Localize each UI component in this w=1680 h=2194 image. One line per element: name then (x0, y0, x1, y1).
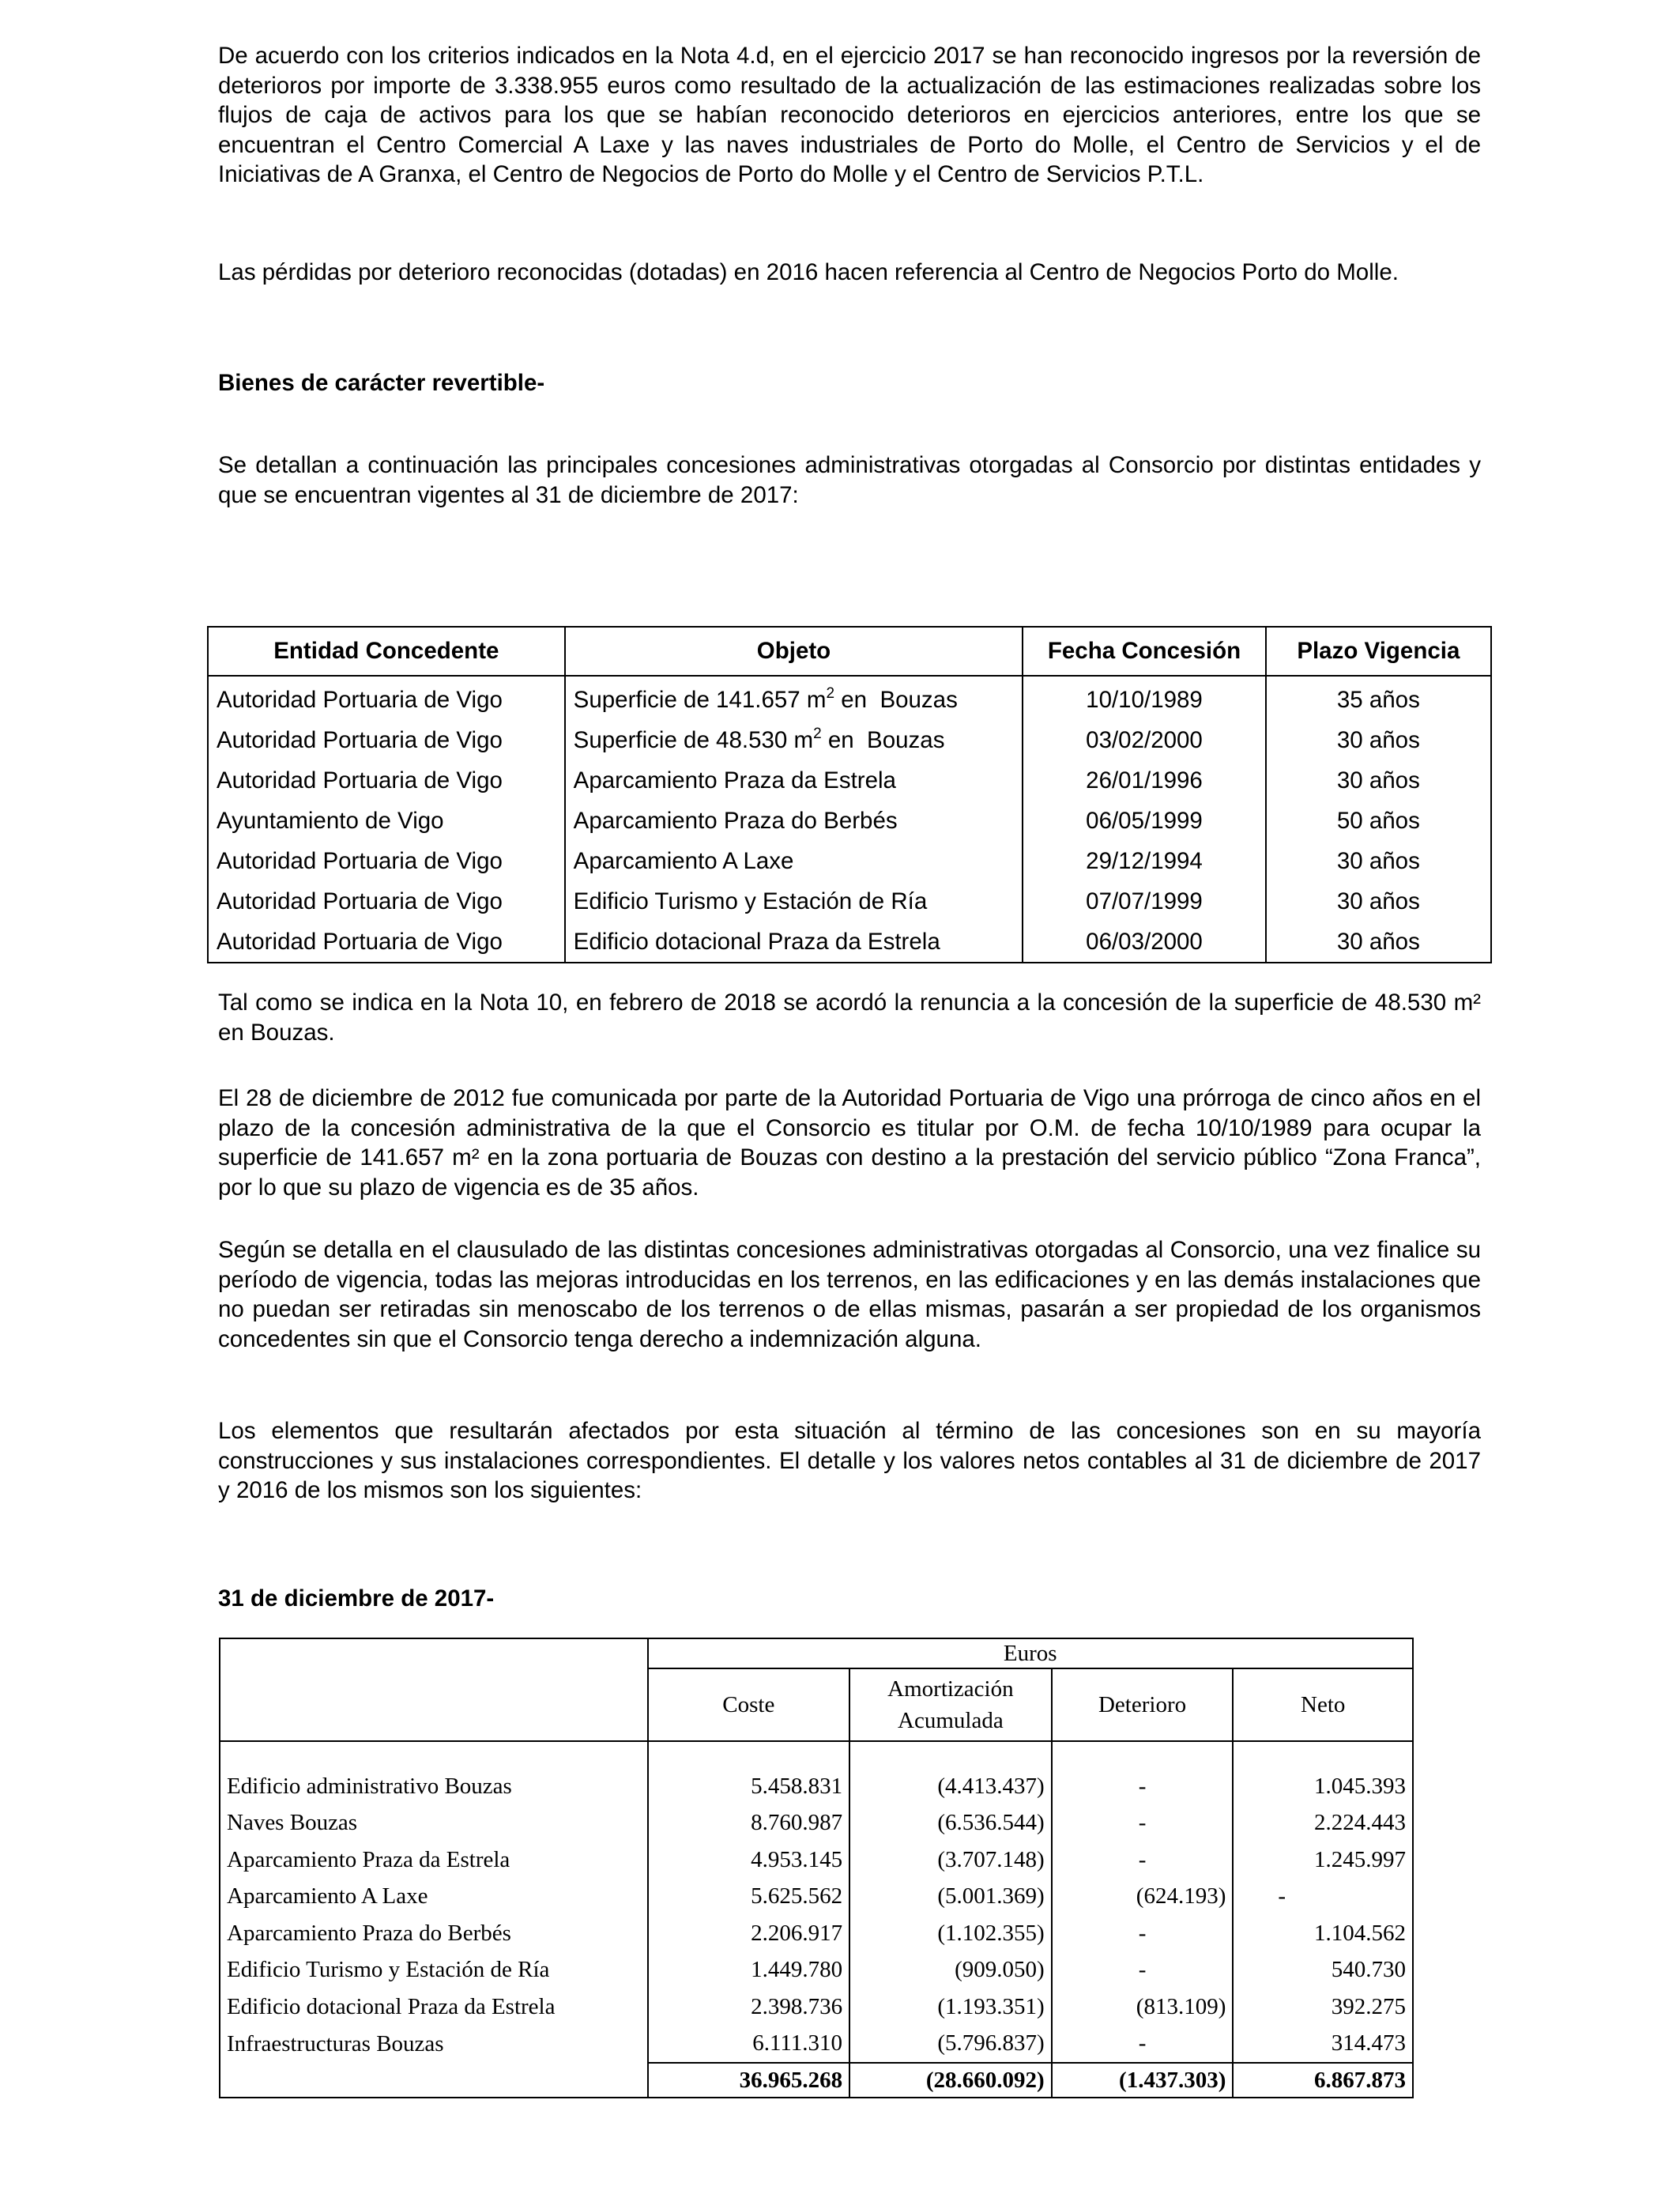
paragraph-deterioro-reversion: De acuerdo con los criterios indicados en la Nota 4.d, en el ejercicio 2017 se han reconocido ingresos por la reversión de deterioros por importe de 3.338.955 euros como resultado de la actualización de las estimaciones realizadas sobre los flujos de caja de activos para los que se habían reconocido deterioros en ejercicios anteriores, entre los que se encuentran el Centro Comercial A Laxe y las naves industriales de Porto do Molle, el Centro de Servicios y el de Iniciativas de A Granxa, el Centro de Negocios de Porto do Molle y el Centro de Servicios P.T.L. (218, 43, 1481, 187)
cell-fecha: 07/07/1999 (1023, 881, 1265, 922)
cell-plazo: 30 años (1266, 841, 1491, 881)
table-row (220, 1842, 1413, 1879)
objeto-suffix: en Bouzas (821, 726, 945, 753)
header-plazo: Plazo Vigencia (1266, 627, 1491, 676)
fin-cell-neto: 1.045.393 (1233, 1768, 1413, 1805)
cell-objeto: Edificio Turismo y Estación de Ría (565, 881, 1023, 922)
fin-cell-amort: (3.707.148) (849, 1842, 1052, 1879)
table-row (220, 1915, 1413, 1952)
fin-cell-deterioro: - (1052, 1915, 1234, 1952)
fin-cell-coste: 1.449.780 (648, 1952, 850, 1989)
fin-header-amort-line1: Amortización (887, 1676, 1014, 1702)
fin-row-label: Aparcamiento Praza da Estrela (227, 1846, 510, 1872)
fin-cell-coste: 4.953.145 (648, 1842, 850, 1879)
paragraph-perdidas-deterioro: Las pérdidas por deterioro reconocidas (dotadas) en 2016 hacen referencia al Centro de Negocios Porto do Molle. (218, 259, 1399, 285)
fin-blank-header-cell (220, 1638, 648, 1741)
fin-header-amort-line2: Acumulada (898, 1708, 1004, 1733)
paragraph-concesiones-intro: Se detallan a continuación las principales concesiones administrativas otorgadas al Consorcio por distintas entidades y que se encuentran vigentes al 31 de diciembre de 2017: (218, 452, 1481, 508)
objeto-text: Superficie de 48.530 m (573, 726, 814, 753)
paragraph-prorroga: El 28 de diciembre de 2012 fue comunicada por parte de la Autoridad Portuaria de Vigo una prórroga de cinco años en el plazo de la concesión administrativa de la que el Consorcio es titular por O.M. de fecha 10/10/1989 para ocupar la superficie de 141.657 m² en la zona portuaria de Bouzas con destino a la prestación del servicio público “Zona Franca”, por lo que su plazo de vigencia es de 35 años. (218, 1085, 1481, 1201)
fin-cell-neto: 1.245.997 (1233, 1842, 1413, 1879)
fin-cell-coste: 6.111.310 (648, 2026, 850, 2064)
table-row (208, 676, 1491, 720)
paragraph-renuncia: Tal como se indica en la Nota 10, en febrero de 2018 se acordó la renuncia a la concesión de la superficie de 48.530 m² en Bouzas. (218, 990, 1481, 1046)
fin-cell-amort: (1.102.355) (849, 1915, 1052, 1952)
cell-plazo: 30 años (1266, 881, 1491, 922)
table-row (208, 841, 1491, 881)
fin-total-neto: 6.867.873 (1233, 2063, 1413, 2098)
fin-cell-coste: 2.206.917 (648, 1915, 850, 1952)
fin-cell-deterioro: - (1052, 1952, 1234, 1989)
table-row (208, 720, 1491, 760)
table-row (220, 2026, 1413, 2064)
concessions-header-row (208, 627, 1491, 676)
fin-group-header-row (220, 1638, 1413, 1668)
spacer-cell (849, 1741, 1052, 1768)
cell-plazo: 30 años (1266, 922, 1491, 963)
spacer-cell (1233, 1741, 1413, 1768)
heading-bienes-revertible: Bienes de carácter revertible- (218, 370, 545, 396)
fin-cell-neto: 314.473 (1233, 2026, 1413, 2064)
superscript: 2 (826, 684, 835, 702)
fin-row-label: Naves Bouzas (227, 1810, 358, 1836)
objeto-suffix: en Bouzas (834, 686, 958, 713)
table-row (208, 801, 1491, 841)
fin-cell-deterioro: (813.109) (1052, 1989, 1234, 2026)
fin-cell-amort: (4.413.437) (849, 1768, 1052, 1805)
cell-entidad: Autoridad Portuaria de Vigo (208, 922, 565, 963)
cell-objeto: Aparcamiento Praza do Berbés (565, 801, 1023, 841)
cell-entidad: Autoridad Portuaria de Vigo (208, 760, 565, 801)
cell-entidad: Autoridad Portuaria de Vigo (208, 881, 565, 922)
fin-cell-amort: (5.001.369) (849, 1879, 1052, 1916)
table-row (208, 922, 1491, 963)
superscript: 2 (813, 725, 822, 742)
spacer-cell (648, 1741, 850, 1768)
fin-cell-neto: 2.224.443 (1233, 1805, 1413, 1842)
fin-total-label-blank (220, 2063, 648, 2098)
header-fecha: Fecha Concesión (1023, 627, 1265, 676)
cell-objeto: Aparcamiento A Laxe (565, 841, 1023, 881)
fin-cell-neto: - (1233, 1879, 1413, 1916)
cell-entidad: Autoridad Portuaria de Vigo (208, 720, 565, 760)
fin-row-label: Edificio administrativo Bouzas (227, 1773, 512, 1799)
cell-objeto: Edificio dotacional Praza da Estrela (565, 922, 1023, 963)
fin-cell-coste: 5.625.562 (648, 1879, 850, 1916)
header-entidad: Entidad Concedente (208, 627, 565, 676)
table-row (208, 760, 1491, 801)
cell-fecha: 26/01/1996 (1023, 760, 1265, 801)
fin-cell-neto: 392.275 (1233, 1989, 1413, 2026)
table-row (208, 881, 1491, 922)
fin-cell-deterioro: (624.193) (1052, 1879, 1234, 1916)
cell-entidad: Ayuntamiento de Vigo (208, 801, 565, 841)
fin-spacer-row (220, 1741, 1413, 1768)
fin-header-amortizacion (849, 1668, 1052, 1741)
cell-objeto (565, 720, 1023, 760)
fin-cell-amort: (909.050) (849, 1952, 1052, 1989)
heading-31-diciembre-2017: 31 de diciembre de 2017- (218, 1585, 495, 1612)
table-row (220, 1952, 1413, 1989)
header-objeto: Objeto (565, 627, 1023, 676)
fin-total-amort: (28.660.092) (849, 2063, 1052, 2098)
cell-objeto (565, 676, 1023, 720)
fin-total-deterioro: (1.437.303) (1052, 2063, 1234, 2098)
fin-cell-amort: (5.796.837) (849, 2026, 1052, 2064)
fin-row-label: Infraestructuras Bouzas (227, 2030, 444, 2056)
cell-plazo: 30 años (1266, 760, 1491, 801)
fin-cell-amort: (6.536.544) (849, 1805, 1052, 1842)
fin-cell-neto: 540.730 (1233, 1952, 1413, 1989)
fin-cell-neto: 1.104.562 (1233, 1915, 1413, 1952)
fin-cell-coste: 8.760.987 (648, 1805, 850, 1842)
cell-fecha: 03/02/2000 (1023, 720, 1265, 760)
cell-entidad: Autoridad Portuaria de Vigo (208, 841, 565, 881)
fin-totals-row (220, 2063, 1413, 2098)
objeto-text: Superficie de 141.657 m (573, 686, 827, 713)
paragraph-elementos-afectados: Los elementos que resultarán afectados por esta situación al término de las concesiones son en su mayoría construcciones y sus instalaciones correspondientes. El detalle y los valores netos contables al 31 de diciembre de 2017 y 2016 de los mismos son los siguientes: (218, 1418, 1481, 1503)
table-row (220, 1879, 1413, 1916)
fin-cell-coste: 5.458.831 (648, 1768, 850, 1805)
table-row (220, 1805, 1413, 1842)
spacer-cell (220, 1741, 648, 1768)
table-row (220, 1989, 1413, 2026)
fin-row-label: Edificio dotacional Praza da Estrela (227, 1993, 556, 2019)
concessions-table (207, 626, 1492, 963)
fin-row-label: Edificio Turismo y Estación de Ría (227, 1957, 550, 1983)
fin-total-coste: 36.965.268 (648, 2063, 850, 2098)
net-book-value-table (219, 1638, 1414, 2098)
fin-cell-coste: 2.398.736 (648, 1989, 850, 2026)
cell-fecha: 06/05/1999 (1023, 801, 1265, 841)
fin-group-header: Euros (648, 1638, 1413, 1668)
spacer-cell (1052, 1741, 1234, 1768)
fin-header-coste: Coste (648, 1668, 850, 1741)
fin-header-deterioro: Deterioro (1052, 1668, 1234, 1741)
cell-plazo: 35 años (1266, 676, 1491, 720)
fin-row-label: Aparcamiento A Laxe (227, 1883, 428, 1909)
cell-entidad: Autoridad Portuaria de Vigo (208, 676, 565, 720)
fin-cell-deterioro: - (1052, 1805, 1234, 1842)
fin-cell-deterioro: - (1052, 1768, 1234, 1805)
cell-objeto: Aparcamiento Praza da Estrela (565, 760, 1023, 801)
cell-fecha: 10/10/1989 (1023, 676, 1265, 720)
fin-cell-deterioro: - (1052, 1842, 1234, 1879)
cell-fecha: 06/03/2000 (1023, 922, 1265, 963)
fin-cell-amort: (1.193.351) (849, 1989, 1052, 2026)
fin-row-label: Aparcamiento Praza do Berbés (227, 1920, 511, 1946)
cell-plazo: 50 años (1266, 801, 1491, 841)
cell-fecha: 29/12/1994 (1023, 841, 1265, 881)
cell-plazo: 30 años (1266, 720, 1491, 760)
fin-header-neto: Neto (1233, 1668, 1413, 1741)
paragraph-clausulado: Según se detalla en el clausulado de las distintas concesiones administrativas otorgadas al Consorcio, una vez finalice su período de vigencia, todas las mejoras introducidas en los terrenos, en las edificaciones y en las demás instalaciones que no puedan ser retiradas sin menoscabo de los terrenos o de ellas mismas, pasarán a ser propiedad de los organismos concedentes sin que el Consorcio tenga derecho a indemnización alguna. (218, 1237, 1481, 1352)
fin-cell-deterioro: - (1052, 2026, 1234, 2064)
table-row (220, 1768, 1413, 1805)
